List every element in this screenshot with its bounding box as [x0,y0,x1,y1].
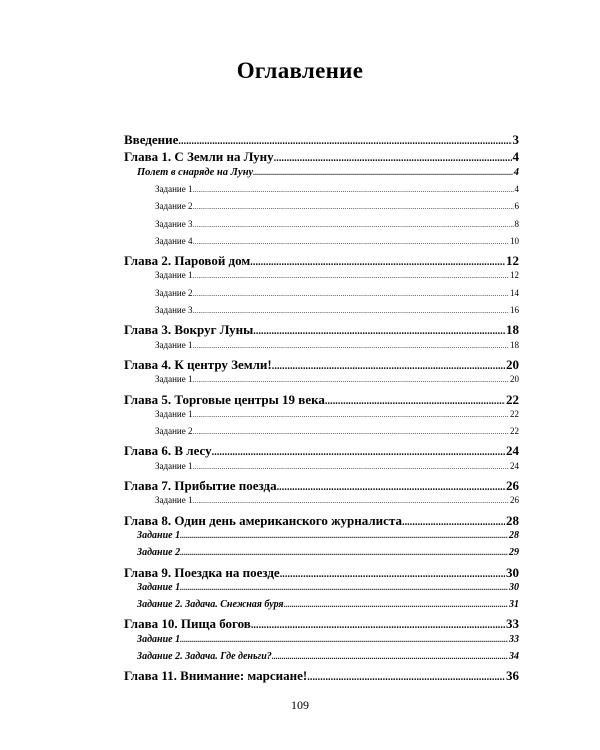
toc-entry-page: 30 [506,564,519,580]
toc-entry-page: 4 [512,149,519,165]
toc-entry [124,565,519,581]
toc-entry [137,582,519,593]
toc-leader-dots [274,153,512,164]
toc-entry-page: 30 [509,581,519,593]
toc-entry-label: Глава 2. Паровой дом [124,253,251,269]
toc-leader-dots [180,583,508,592]
toc-entry-label: Задание 2. Задача. Где деньги? [137,651,272,662]
toc-entry-label: Введение [124,132,179,147]
toc-entry [137,651,519,662]
toc-entry-page: 18 [510,339,519,350]
toc-leader-dots [250,257,505,268]
toc-leader-dots [251,620,505,631]
toc-leader-dots [192,290,509,298]
toc-entry-label: Задание 1 [137,633,181,645]
toc-entry [155,409,519,419]
toc-entry-label: Задание 2 [155,201,193,212]
toc-leader-dots [192,203,513,211]
toc-entry [124,443,519,459]
toc-leader-dots [272,652,508,661]
toc-entry-label: Глава 8. Один день американского журналиста [124,512,402,528]
toc-entry-label: Полет в снаряде на Луну [137,166,254,178]
toc-entry-label: Задание 4 [155,235,193,246]
toc-entry-label: Задание 1 [155,374,193,385]
toc-entry-label: Задание 2 [155,426,193,437]
toc-leader-dots [192,376,509,384]
toc-leader-dots [212,447,505,458]
toc-entry-label: Глава 10. Пища богов [124,616,251,632]
toc-entry [155,219,519,229]
toc-entry [155,340,519,350]
toc-entry [155,201,519,211]
toc-entry-page: 28 [506,512,519,528]
toc-entry-label: Задание 1 [155,339,193,350]
toc-entry-label: Глава 6. В лесу [124,443,212,459]
toc-entry-page: 28 [509,529,519,541]
toc-entry-label: Задание 3 [155,218,193,229]
toc-entry-label: Задание 1 [155,460,193,471]
toc-entry-page: 8 [514,218,519,229]
toc-leader-dots [192,411,509,419]
toc-entry-page: 12 [510,270,519,281]
toc-entry-page: 36 [506,668,519,684]
toc-entry-label: Задание 1 [137,529,181,541]
page-number: 109 [291,698,309,712]
toc-entry [137,530,519,541]
toc-entry-page: 18 [506,322,519,338]
page-title: Оглавление [236,58,364,83]
toc-entry-page: 22 [506,391,519,407]
toc-entry-page: 24 [510,460,519,471]
toc-entry [155,374,519,384]
toc-entry-page: 4 [513,166,519,178]
toc-leader-dots [280,569,505,580]
toc-entry-page: 10 [510,235,519,246]
toc-entry-page: 22 [510,426,519,437]
toc-leader-dots [402,517,505,528]
toc-entry [155,270,519,280]
toc-entry [137,634,519,645]
toc-entry [124,357,519,373]
toc-entry-page: 29 [509,547,519,559]
toc-entry-page: 4 [514,183,519,194]
toc-leader-dots [192,497,509,505]
toc-leader-dots [192,428,509,436]
toc-leader-dots [325,396,505,407]
toc-entry [124,253,519,269]
toc-entry-page: 31 [509,599,519,611]
toc-entry [137,547,519,558]
toc-leader-dots [277,482,505,493]
toc-leader-dots [253,326,505,337]
toc-entry [124,132,519,148]
toc-entry [155,236,519,246]
toc-entry-label: Задание 3 [155,305,193,315]
toc-entry-page: 6 [514,201,519,212]
toc-entry [155,288,519,298]
toc-entry-label: Задание 2 [155,287,193,298]
toc-entry-label: Задание 1 [137,581,181,593]
toc-leader-dots [192,342,509,350]
toc-entry [124,392,519,408]
toc-entry-label: Задание 1 [155,408,193,419]
toc-entry [137,167,519,178]
toc-leader-dots [272,361,505,372]
toc-entry [124,668,519,684]
toc-entry-page: 33 [506,616,519,632]
toc-entry-label: Задание 2 [137,547,181,559]
toc-entry-label: Задание 2. Задача. Снежная буря [137,599,284,611]
toc-leader-dots [253,168,513,177]
toc-entry-label: Глава 11. Внимание: марсиане! [124,668,308,684]
toc-leader-dots [192,463,509,471]
toc-entry [137,599,519,610]
toc-entry-page: 3 [512,132,519,147]
toc-entry [124,478,519,494]
toc-entry-page: 16 [510,305,519,315]
toc-entry-page: 26 [506,478,519,493]
toc-entry [155,495,519,505]
toc-entry [124,616,519,632]
toc-entry-label: Задание 1 [155,270,193,281]
toc-leader-dots [307,672,505,683]
toc-entry [124,322,519,338]
toc-entry-page: 22 [510,408,519,419]
toc-leader-dots [192,221,513,229]
toc-entry-page: 24 [506,443,519,459]
toc-entry [124,513,519,529]
toc-entry [155,426,519,436]
toc-entry-page: 33 [509,633,519,645]
toc-leader-dots [192,238,509,246]
toc-entry [124,149,519,165]
toc-entry-label: Глава 1. С Земли на Луну [124,149,274,165]
toc-entry [155,305,519,315]
toc-leader-dots [192,307,509,315]
toc-entry-page: 34 [509,651,519,662]
toc-leader-dots [284,600,508,609]
toc-entry-page: 12 [506,253,519,269]
toc-leader-dots [178,136,511,147]
toc-entry-label: Глава 5. Торговые центры 19 века [124,391,325,407]
toc-entry-page: 20 [506,356,519,372]
toc-entry-label: Задание 1 [155,495,193,506]
toc-entry-label: Глава 7. Прибытие поезда [124,478,277,493]
toc-leader-dots [192,186,513,194]
toc-entry [155,461,519,471]
toc-entry-label: Глава 4. К центру Земли! [124,356,272,372]
toc-leader-dots [180,531,508,540]
toc-entry-page: 20 [510,374,519,385]
toc-entry-page: 14 [510,287,519,298]
toc-entry-label: Глава 9. Поездка на поезде [124,564,280,580]
toc-entry-label: Глава 3. Вокруг Луны [124,322,254,338]
toc-leader-dots [192,272,509,280]
toc-entry [155,184,519,194]
toc-entry-page: 26 [510,495,519,506]
toc-leader-dots [180,548,508,557]
toc-entry-label: Задание 1 [155,183,193,194]
toc-leader-dots [180,635,508,644]
